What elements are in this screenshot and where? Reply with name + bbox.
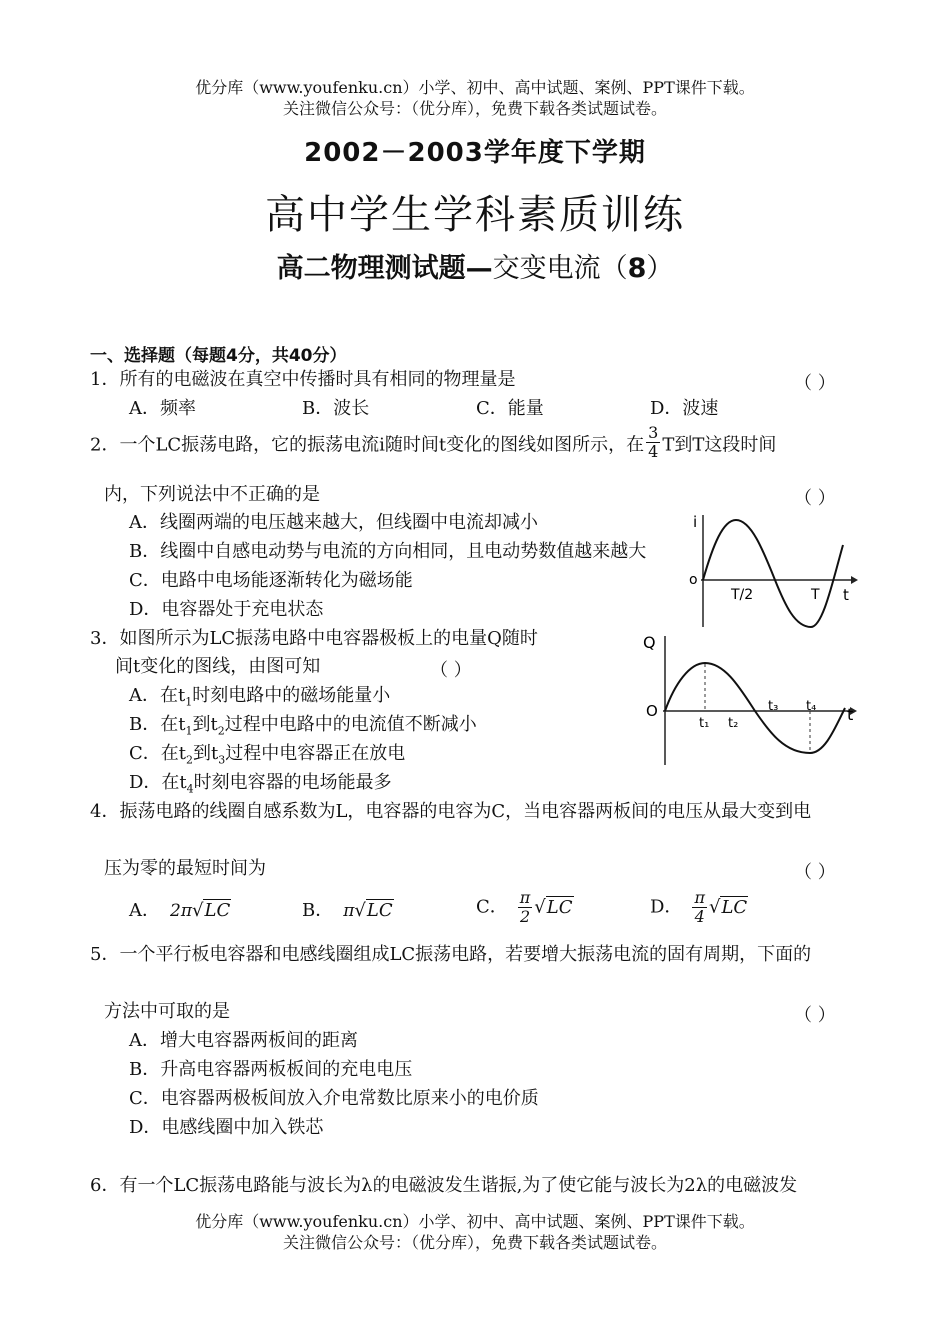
q5-stem-a: 5．一个平行板电容器和电感线圈组成LC振荡电路，若要增大振荡电流的固有周期，下面的 — [90, 944, 812, 965]
q2-fraction — [646, 424, 660, 461]
q2-stem-b: T到T这段时间 — [662, 434, 777, 456]
q3-d-sub1: 4 — [186, 782, 194, 796]
q2-tick-half: T/2 — [731, 587, 754, 603]
q4-c-num: π — [519, 888, 531, 907]
q3-b-sub2: 2 — [217, 724, 225, 738]
q4-option-a: A． 2π√LC — [129, 900, 231, 921]
q3-b-pre: B．在t — [129, 714, 186, 735]
series-title: 高中学生学科素质训练 — [265, 192, 685, 238]
q4-a-label: A． — [129, 900, 160, 921]
q2-origin-label: o — [689, 572, 698, 588]
q4-c-label: C． — [476, 896, 508, 918]
q3-d-pre: D．在t — [129, 772, 187, 793]
term-title: 2002－2003学年度下学期 — [304, 138, 646, 168]
q4-d-den: 4 — [694, 907, 705, 926]
q2-current-graph — [683, 505, 858, 630]
q3-t4-label: t₄ — [806, 699, 817, 714]
q3-curve — [665, 663, 845, 753]
q3-b-post: 过程中电路中的电流值不断减小 — [224, 714, 477, 735]
header-line-2: 关注微信公众号：（优分库），免费下载各类试题试卷。 — [282, 99, 667, 118]
q5-option-b: B．升高电容器两板板间的充电电压 — [129, 1059, 413, 1080]
q3-a-sub1: 1 — [185, 695, 193, 709]
q4-d-label: D． — [650, 896, 683, 918]
q5-stem-b: 方法中可取的是 — [104, 1001, 230, 1022]
q4-stem-b: 压为零的最短时间为 — [104, 858, 266, 879]
q1-option-b: B．波长 — [302, 398, 370, 419]
q2-option-d: D．电容器处于充电状态 — [129, 599, 324, 620]
q4-b-coef: π — [343, 901, 355, 921]
q5-option-d: D．电感线圈中加入铁芯 — [129, 1117, 324, 1138]
q1-option-a: A．频率 — [129, 398, 196, 419]
q4-answer-paren: （ ） — [794, 862, 836, 883]
q3-option-a — [129, 685, 390, 714]
q4-c-frac — [518, 889, 533, 926]
q2-curve — [703, 520, 843, 627]
q2-stem-a: 2．一个LC振荡电路，它的振荡电流i随时间t变化的图线如图所示，在 — [90, 434, 645, 456]
q1-option-c: C．能量 — [476, 398, 544, 419]
q2-x-label: t — [843, 586, 849, 604]
q3-t2-label: t₂ — [728, 716, 739, 731]
q3-a-pre: A．在t — [129, 685, 186, 706]
q5-option-c: C．电容器两极板间放入介电常数比原来小的电价质 — [129, 1088, 539, 1109]
q4-b-rad: LC — [366, 900, 393, 921]
subject-title-rest: 交变电流（ — [492, 253, 628, 284]
q4-a-rad: LC — [204, 900, 231, 921]
q3-b-mid: 到t — [192, 714, 218, 735]
q3-y-label: Q — [643, 633, 656, 652]
q6-stem: 6．有一个LC振荡电路能与波长为λ的电磁波发生谐振,为了使它能与波长为2λ的电磁波发 — [90, 1175, 798, 1196]
q3-x-label: t — [847, 705, 854, 724]
q4-d-num: π — [694, 888, 705, 907]
q3-stem-b: 间t变化的图线，由图可知 — [115, 656, 321, 677]
q4-option-d: D． $\frac{\pi}{4}$ √LC — [650, 888, 748, 926]
q3-a-mid: 时刻电路中的磁场能量小 — [192, 685, 391, 706]
q3-option-d — [129, 772, 392, 801]
q3-stem-a: 3．如图所示为LC振荡电路中电容器极板上的电量Q随时 — [90, 628, 538, 649]
q3-c-sub2: 3 — [218, 753, 226, 767]
q3-charge-graph — [640, 628, 865, 768]
q2-frac-den: 4 — [648, 442, 659, 461]
test-number: 8 — [627, 253, 647, 284]
footer-line-2: 关注微信公众号：（优分库），免费下载各类试题试卷。 — [282, 1233, 667, 1252]
footer-line-1: 优分库（www.youfenku.cn）小学、初中、高中试题、案例、PPT课件下载。 — [195, 1212, 755, 1231]
q4-d-frac — [692, 889, 707, 926]
subject-title-bold: 高二物理测试题— — [276, 253, 493, 284]
q3-b-sub1: 1 — [185, 724, 193, 738]
q4-option-c: C． $\frac{\pi}{2}$ √LC — [476, 888, 573, 926]
q2-answer-paren: （ ） — [794, 488, 836, 509]
q3-origin-label: O — [646, 702, 658, 720]
q3-c-mid: 到t — [193, 743, 219, 764]
subject-title — [0, 246, 950, 285]
subject-title-close: ） — [646, 253, 674, 284]
q4-option-b: B． π√LC — [302, 900, 393, 921]
q1-stem: 1．所有的电磁波在真空中传播时具有相同的物理量是 — [90, 369, 516, 390]
q2-option-b: B．线圈中自感电动势与电流的方向相同，且电动势数值越来越大 — [129, 541, 647, 562]
q4-stem-a: 4．振荡电路的线圈自感系数为L，电容器的电容为C，当电容器两板间的电压从最大变到电 — [90, 801, 812, 822]
q2-x-arrow — [851, 576, 858, 584]
q4-d-rad: LC — [721, 896, 748, 918]
q2-y-label: i — [693, 513, 698, 531]
header-line-1: 优分库（www.youfenku.cn）小学、初中、高中试题、案例、PPT课件下载。 — [195, 78, 755, 97]
q1-option-d: D．波速 — [650, 398, 719, 419]
q3-c-pre: C．在t — [129, 743, 187, 764]
q3-c-sub1: 2 — [186, 753, 194, 767]
q5-option-a: A．增大电容器两板间的距离 — [129, 1030, 358, 1051]
q4-c-rad: LC — [546, 896, 573, 918]
q2-tick-t: T — [811, 587, 820, 603]
q5-answer-paren: （ ） — [794, 1005, 836, 1026]
q4-a-coef: 2π — [170, 901, 192, 921]
section-heading: 一、选择题（每题4分，共40分） — [90, 346, 347, 366]
q3-c-post: 过程中电容器正在放电 — [225, 743, 406, 764]
q3-d-mid: 时刻电容器的电场能最多 — [193, 772, 392, 793]
q3-option-b — [129, 714, 477, 743]
q3-answer-paren: （ ） — [430, 660, 472, 681]
q2-option-a: A．线圈两端的电压越来越大，但线圈中电流却减小 — [129, 512, 538, 533]
q2-frac-num: 3 — [648, 423, 659, 442]
q4-c-den: 2 — [519, 907, 531, 926]
q2-option-c: C．电路中电场能逐渐转化为磁场能 — [129, 570, 413, 591]
q2-stem-c: 内，下列说法中不正确的是 — [104, 484, 320, 505]
q2-stem — [90, 423, 777, 461]
q3-t3-label: t₃ — [768, 699, 779, 714]
q3-option-c — [129, 743, 405, 772]
q3-t1-label: t₁ — [699, 716, 710, 731]
q4-b-label: B． — [302, 900, 334, 921]
q1-answer-paren: （ ） — [794, 373, 836, 394]
